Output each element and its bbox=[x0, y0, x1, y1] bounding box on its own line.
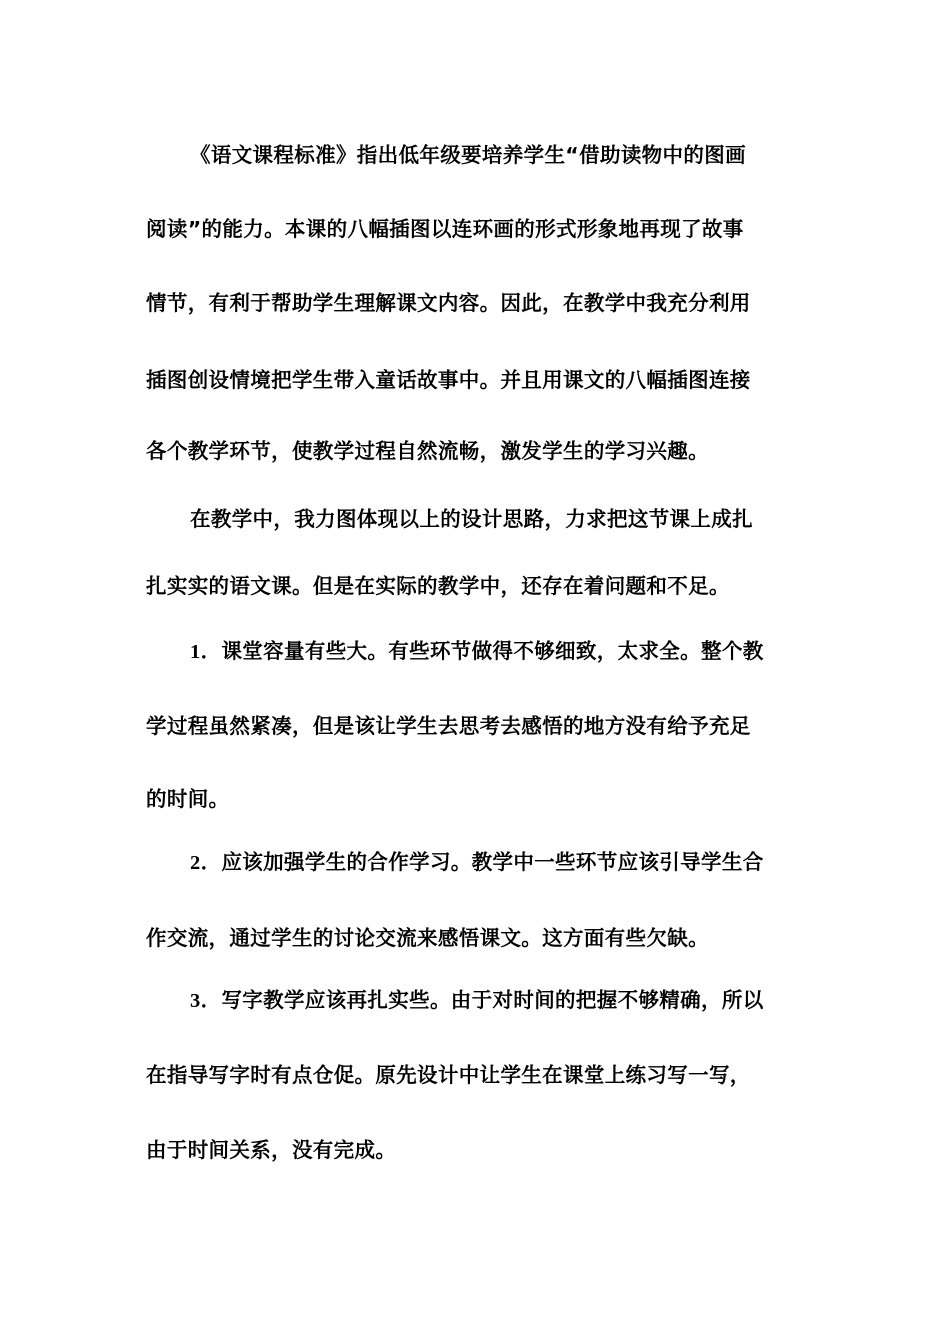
paragraph-1-line-4: 插图创设情境把学生带入童话故事中。并且用课文的八幅插图连接 bbox=[146, 368, 751, 392]
list-item-1-number: 1． bbox=[190, 641, 222, 663]
list-item-2-line-2: 作交流，通过学生的讨论交流来感悟课文。这方面有些欠缺。 bbox=[146, 926, 709, 950]
paragraph-1-line-2: 阅读”的能力。本课的八幅插图以连环画的形式形象地再现了故事 bbox=[146, 217, 744, 241]
list-item-3-line-2: 在指导写字时有点仓促。原先设计中让学生在课堂上练习写一写， bbox=[146, 1063, 751, 1087]
list-item-1-line-2: 学过程虽然紧凑，但是该让学生去思考去感悟的地方没有给予充足 bbox=[146, 714, 751, 738]
paragraph-1-line-5: 各个教学环节，使教学过程自然流畅，激发学生的学习兴趣。 bbox=[146, 439, 709, 463]
list-item-3-line-1: 3．写字教学应该再扎实些。由于对时间的把握不够精确，所以 bbox=[190, 988, 764, 1012]
list-item-3-number: 3． bbox=[190, 990, 222, 1012]
list-item-2-number: 2． bbox=[190, 852, 222, 874]
paragraph-1-line-1: 《语文课程标准》指出低年级要培养学生“借助读物中的图画 bbox=[190, 143, 746, 167]
list-item-1-line-3: 的时间。 bbox=[146, 787, 230, 811]
paragraph-2-line-2: 扎实实的语文课。但是在实际的教学中，还存在着问题和不足。 bbox=[146, 574, 730, 598]
list-item-3-line-3: 由于时间关系，没有完成。 bbox=[146, 1138, 397, 1162]
paragraph-1-line-3: 情节，有利于帮助学生理解课文内容。因此，在教学中我充分利用 bbox=[146, 291, 751, 315]
paragraph-2-line-1: 在教学中，我力图体现以上的设计思路，力求把这节课上成扎 bbox=[190, 507, 753, 531]
list-item-1-line-1: 1．课堂容量有些大。有些环节做得不够细致，太求全。整个教 bbox=[190, 639, 764, 663]
list-item-2-line-1: 2．应该加强学生的合作学习。教学中一些环节应该引导学生合 bbox=[190, 850, 764, 874]
